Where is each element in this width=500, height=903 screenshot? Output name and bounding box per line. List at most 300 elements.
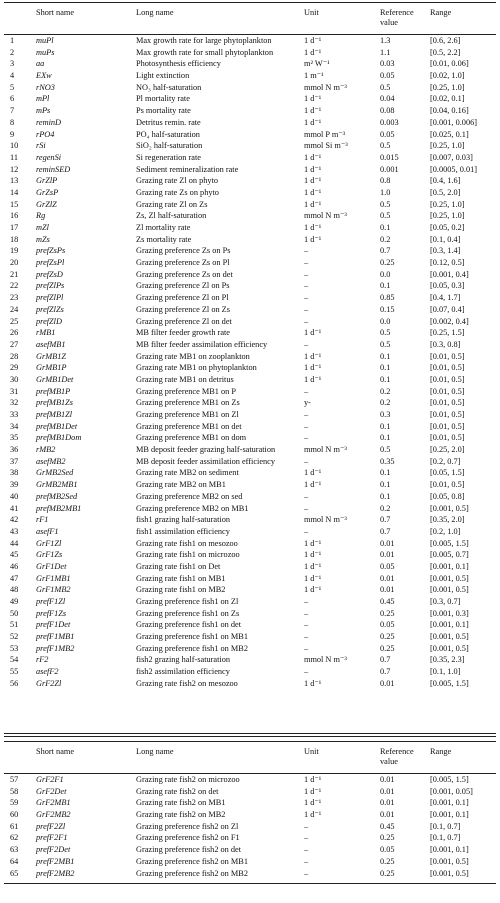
unit-cell: 1 d⁻¹ xyxy=(304,176,322,186)
range-cell: [0.005, 0.7] xyxy=(430,550,469,560)
short-name-cell: GrZlZ xyxy=(36,199,57,209)
short-name-cell: prefF2MB1 xyxy=(36,856,75,866)
unit-cell: mmol N m⁻³ xyxy=(304,515,347,525)
table-row xyxy=(4,774,496,786)
table-row xyxy=(4,643,496,655)
short-name-cell: GrF1Zl xyxy=(36,538,62,548)
long-name-cell: Grazing preference MB1 on det xyxy=(136,421,242,431)
long-name-cell: PO₄ half-saturation xyxy=(136,129,200,139)
short-name-cell: prefF2Det xyxy=(36,845,71,855)
row-number: 2 xyxy=(10,47,15,57)
row-number: 9 xyxy=(10,129,15,139)
reference-value-cell: 0.01 xyxy=(380,585,395,595)
long-name-cell: Grazing preference MB2 on MB1 xyxy=(136,503,249,513)
table-row xyxy=(4,608,496,620)
row-number: 21 xyxy=(10,269,19,279)
short-name-cell: EXw xyxy=(36,71,52,81)
table-row xyxy=(4,584,496,596)
long-name-cell: Detritus remin. rate xyxy=(136,117,201,127)
unit-cell: 1 d⁻¹ xyxy=(304,152,322,162)
unit-cell: – xyxy=(304,833,309,843)
unit-cell: – xyxy=(304,491,309,501)
row-number: 1 xyxy=(10,36,15,45)
range-cell: [0.25, 2.0] xyxy=(430,445,465,455)
row-number: 13 xyxy=(10,176,19,186)
table-row xyxy=(4,327,496,339)
table-row xyxy=(4,93,496,105)
table-row xyxy=(4,561,496,573)
range-cell: [0.1, 0.7] xyxy=(430,833,461,843)
range-cell: [0.04, 0.16] xyxy=(430,106,469,116)
row-number: 48 xyxy=(10,585,19,595)
unit-cell: 1 d⁻¹ xyxy=(304,550,322,560)
short-name-cell: reminD xyxy=(36,117,62,127)
reference-value-cell: 0.35 xyxy=(380,456,395,466)
table-row xyxy=(4,386,496,398)
table-row xyxy=(4,199,496,211)
short-name-cell: prefMB1Dom xyxy=(36,433,82,443)
short-name-cell: reminSED xyxy=(36,164,71,174)
table-row xyxy=(4,234,496,246)
unit-cell: 1 d⁻¹ xyxy=(304,786,322,796)
short-name-cell: GrMB1P xyxy=(36,363,67,373)
long-name-cell: Grazing preference MB2 on sed xyxy=(136,491,243,501)
row-number: 32 xyxy=(10,398,19,408)
reference-value-cell: 0.05 xyxy=(380,620,395,630)
unit-cell: – xyxy=(304,608,309,618)
table2-body xyxy=(4,774,496,879)
unit-cell: mmol Si m⁻³ xyxy=(304,141,348,151)
short-name-cell: GrF2MB1 xyxy=(36,798,71,808)
header-reference-value: Reference value xyxy=(380,8,414,27)
reference-value-cell: 0.5 xyxy=(380,328,391,338)
range-cell: [0.01, 0.5] xyxy=(430,374,465,384)
reference-value-cell: 0.1 xyxy=(380,281,391,291)
unit-cell: – xyxy=(304,386,309,396)
table-row xyxy=(4,374,496,386)
table-row xyxy=(4,786,496,798)
short-name-cell: prefF1Zs xyxy=(36,608,67,618)
range-cell: [0.3, 0.7] xyxy=(430,597,461,606)
table1-bottom-rule xyxy=(4,733,496,734)
table-row xyxy=(4,117,496,129)
short-name-cell: aa xyxy=(36,59,45,69)
unit-cell: 1 d⁻¹ xyxy=(304,223,322,232)
row-number: 29 xyxy=(10,363,19,373)
short-name-cell: prefZlZs xyxy=(36,304,64,314)
table-row xyxy=(4,222,496,234)
table-row xyxy=(4,210,496,222)
reference-value-cell: 0.01 xyxy=(380,538,395,548)
row-number: 27 xyxy=(10,339,19,349)
reference-value-cell: 0.2 xyxy=(380,503,391,513)
range-cell: [0.4, 1.6] xyxy=(430,176,461,186)
short-name-cell: GrF2MB2 xyxy=(36,810,71,820)
table-row xyxy=(4,491,496,503)
reference-value-cell: 0.45 xyxy=(380,597,395,606)
table-row xyxy=(4,619,496,631)
unit-cell: – xyxy=(304,845,309,855)
unit-cell: 1 d⁻¹ xyxy=(304,351,322,361)
long-name-cell: NO₃ half-saturation xyxy=(136,82,202,92)
long-name-cell: Grazing rate fish2 on det xyxy=(136,786,219,796)
short-name-cell: prefF1MB2 xyxy=(36,643,75,653)
short-name-cell: GrZsP xyxy=(36,187,59,197)
short-name-cell: asefMB1 xyxy=(36,339,66,349)
unit-cell: 1 d⁻¹ xyxy=(304,164,322,174)
table-row xyxy=(4,245,496,257)
row-number: 49 xyxy=(10,597,19,606)
long-name-cell: Photosynthesis efficiency xyxy=(136,59,221,69)
short-name-cell: prefMB1Zl xyxy=(36,410,73,419)
row-number: 4 xyxy=(10,71,15,81)
range-cell: [0.05, 0.8] xyxy=(430,491,465,501)
reference-value-cell: 0.1 xyxy=(380,223,391,232)
unit-cell: 1 d⁻¹ xyxy=(304,234,322,244)
long-name-cell: Grazing preference Zs on det xyxy=(136,269,233,279)
short-name-cell: prefZsD xyxy=(36,269,63,279)
long-name-cell: Grazing rate fish1 on microzoo xyxy=(136,550,240,560)
short-name-cell: muPl xyxy=(36,36,54,45)
table-row xyxy=(4,421,496,433)
reference-value-cell: 0.015 xyxy=(380,152,399,162)
range-cell: [0.1, 0.7] xyxy=(430,821,461,831)
long-name-cell: Max growth rate for large phytoplankton xyxy=(136,36,272,45)
table-row xyxy=(4,596,496,608)
table-row xyxy=(4,832,496,844)
table-row xyxy=(4,187,496,199)
long-name-cell: MB deposit feeder assimilation efficiency xyxy=(136,456,276,466)
unit-cell: mmol N m⁻³ xyxy=(304,445,347,455)
short-name-cell: GrF2F1 xyxy=(36,775,64,784)
range-cell: [0.001, 0.5] xyxy=(430,632,469,642)
long-name-cell: fish2 assimilation efficiency xyxy=(136,667,230,677)
row-number: 40 xyxy=(10,491,19,501)
table-row xyxy=(4,35,496,47)
row-number: 28 xyxy=(10,351,19,361)
range-cell: [0.025, 0.1] xyxy=(430,129,469,139)
table2-header-rule xyxy=(4,773,496,774)
range-cell: [0.001, 0.5] xyxy=(430,868,469,878)
range-cell: [0.35, 2.3] xyxy=(430,655,465,665)
short-name-cell: prefMB2MB1 xyxy=(36,503,82,513)
range-cell: [0.01, 0.5] xyxy=(430,351,465,361)
reference-value-cell: 0.1 xyxy=(380,351,391,361)
row-number: 37 xyxy=(10,456,19,466)
row-number: 17 xyxy=(10,223,19,232)
range-cell: [0.001, 0.1] xyxy=(430,620,469,630)
long-name-cell: Grazing preference fish2 on Zl xyxy=(136,821,239,831)
unit-cell: – xyxy=(304,868,309,878)
long-name-cell: Grazing rate fish1 on Det xyxy=(136,561,221,571)
reference-value-cell: 0.7 xyxy=(380,655,391,665)
unit-cell: – xyxy=(304,293,309,303)
table-row xyxy=(4,152,496,164)
short-name-cell: GrMB2MB1 xyxy=(36,480,78,490)
short-name-cell: prefMB1Det xyxy=(36,421,78,431)
short-name-cell: rNO3 xyxy=(36,82,55,92)
short-name-cell: prefZlPs xyxy=(36,281,65,291)
unit-cell: 1 d⁻¹ xyxy=(304,810,322,820)
short-name-cell: asefF1 xyxy=(36,526,59,536)
row-number: 53 xyxy=(10,643,19,653)
short-name-cell: mPl xyxy=(36,94,50,104)
header-reference-value: Reference value xyxy=(380,747,414,766)
long-name-cell: Grazing preference fish2 on MB2 xyxy=(136,868,248,878)
unit-cell: – xyxy=(304,421,309,431)
reference-value-cell: 0.7 xyxy=(380,515,391,525)
range-cell: [0.002, 0.4] xyxy=(430,316,469,326)
unit-cell: – xyxy=(304,456,309,466)
range-cell: [0.01, 0.06] xyxy=(430,59,469,69)
short-name-cell: prefMB1P xyxy=(36,386,71,396)
short-name-cell: GrZlP xyxy=(36,176,58,186)
reference-value-cell: 0.8 xyxy=(380,176,391,186)
row-number: 38 xyxy=(10,468,19,478)
table1-header-rule xyxy=(4,34,496,35)
row-number: 39 xyxy=(10,480,19,490)
long-name-cell: Grazing preference MB1 on Zl xyxy=(136,410,239,419)
row-number: 14 xyxy=(10,187,19,197)
range-cell: [0.25, 1.0] xyxy=(430,199,465,209)
short-name-cell: prefZsPs xyxy=(36,246,66,256)
range-cell: [0.01, 0.5] xyxy=(430,410,465,419)
long-name-cell: Grazing rate fish2 on mesozoo xyxy=(136,678,238,688)
long-name-cell: Grazing preference Zl on Pl xyxy=(136,293,229,303)
long-name-cell: Grazing preference fish1 on det xyxy=(136,620,242,630)
row-number: 35 xyxy=(10,433,19,443)
range-cell: [0.005, 1.5] xyxy=(430,775,469,784)
short-name-cell: mZl xyxy=(36,223,49,232)
reference-value-cell: 0.1 xyxy=(380,491,391,501)
range-cell: [0.05, 1.5] xyxy=(430,468,465,478)
long-name-cell: Grazing preference Zs on Ps xyxy=(136,246,231,256)
table-row xyxy=(4,280,496,292)
short-name-cell: GrF1MB1 xyxy=(36,573,71,583)
unit-cell: – xyxy=(304,667,309,677)
table-row xyxy=(4,503,496,515)
row-number: 23 xyxy=(10,293,19,303)
row-number: 50 xyxy=(10,608,19,618)
unit-cell: – xyxy=(304,526,309,536)
range-cell: [0.25, 1.0] xyxy=(430,82,465,92)
long-name-cell: Grazing rate fish2 on MB1 xyxy=(136,798,226,808)
table-row xyxy=(4,678,496,690)
range-cell: [0.005, 1.5] xyxy=(430,678,469,688)
unit-cell: 1 d⁻¹ xyxy=(304,480,322,490)
table-row xyxy=(4,70,496,82)
table-row xyxy=(4,409,496,421)
unit-cell: y- xyxy=(304,398,311,408)
short-name-cell: regenSi xyxy=(36,152,62,162)
short-name-cell: GrF2Det xyxy=(36,786,67,796)
table-row xyxy=(4,257,496,269)
range-cell: [0.001, 0.1] xyxy=(430,810,469,820)
reference-value-cell: 1.3 xyxy=(380,36,391,45)
table-row xyxy=(4,432,496,444)
header-short-name: Short name xyxy=(36,747,75,756)
reference-value-cell: 0.01 xyxy=(380,775,395,784)
range-cell: [0.35, 2.0] xyxy=(430,515,465,525)
row-number: 41 xyxy=(10,503,19,513)
range-cell: [0.3, 1.4] xyxy=(430,246,461,256)
short-name-cell: GrMB2Sed xyxy=(36,468,74,478)
reference-value-cell: 0.1 xyxy=(380,468,391,478)
long-name-cell: Grazing rate Zl on Zs xyxy=(136,199,208,209)
reference-value-cell: 1.0 xyxy=(380,187,391,197)
reference-value-cell: 0.1 xyxy=(380,421,391,431)
long-name-cell: Grazing rate MB1 on phytoplankton xyxy=(136,363,257,373)
reference-value-cell: 0.1 xyxy=(380,374,391,384)
range-cell: [0.05, 0.2] xyxy=(430,223,465,232)
row-number: 52 xyxy=(10,632,19,642)
reference-value-cell: 0.003 xyxy=(380,117,399,127)
short-name-cell: asefMB2 xyxy=(36,456,66,466)
table-row xyxy=(4,821,496,833)
range-cell: [0.5, 2.0] xyxy=(430,187,461,197)
header-unit: Unit xyxy=(304,8,319,17)
row-number: 30 xyxy=(10,374,19,384)
unit-cell: 1 d⁻¹ xyxy=(304,199,322,209)
short-name-cell: GrF1Det xyxy=(36,561,67,571)
short-name-cell: mPs xyxy=(36,106,51,116)
row-number: 42 xyxy=(10,515,19,525)
reference-value-cell: 1.1 xyxy=(380,47,391,57)
row-number: 46 xyxy=(10,561,19,571)
long-name-cell: MB filter feeder assimilation efficiency xyxy=(136,339,268,349)
unit-cell: mmol N m⁻³ xyxy=(304,82,347,92)
long-name-cell: Si regeneration rate xyxy=(136,152,201,162)
row-number: 11 xyxy=(10,152,18,162)
short-name-cell: GrMB1Det xyxy=(36,374,74,384)
table-row xyxy=(4,797,496,809)
header-range: Range xyxy=(430,8,452,17)
row-number: 56 xyxy=(10,678,19,688)
reference-value-cell: 0.01 xyxy=(380,798,395,808)
range-cell: [0.1, 0.4] xyxy=(430,234,461,244)
short-name-cell: prefF2F1 xyxy=(36,833,68,843)
long-name-cell: fish1 assimilation efficiency xyxy=(136,526,230,536)
header-unit: Unit xyxy=(304,747,319,756)
table-row xyxy=(4,844,496,856)
reference-value-cell: 0.25 xyxy=(380,856,395,866)
reference-value-cell: 0.15 xyxy=(380,304,395,314)
range-cell: [0.07, 0.4] xyxy=(430,304,465,314)
row-number: 58 xyxy=(10,786,19,796)
table-row xyxy=(4,573,496,585)
range-cell: [0.25, 1.0] xyxy=(430,211,465,221)
reference-value-cell: 0.01 xyxy=(380,810,395,820)
range-cell: [0.001, 0.006] xyxy=(430,117,478,127)
header-short-name: Short name xyxy=(36,8,75,17)
table-row xyxy=(4,105,496,117)
long-name-cell: Light extinction xyxy=(136,71,190,81)
unit-cell: 1 d⁻¹ xyxy=(304,585,322,595)
row-number: 51 xyxy=(10,620,19,630)
row-number: 24 xyxy=(10,304,19,314)
range-cell: [0.01, 0.5] xyxy=(430,386,465,396)
reference-value-cell: 0.5 xyxy=(380,141,391,151)
long-name-cell: Grazing rate fish1 on mesozoo xyxy=(136,538,238,548)
long-name-cell: Sediment remineralization rate xyxy=(136,164,239,174)
long-name-cell: Zs mortality rate xyxy=(136,234,192,244)
unit-cell: 1 d⁻¹ xyxy=(304,106,322,116)
header-long-name: Long name xyxy=(136,747,174,756)
long-name-cell: Grazing rate MB2 on sediment xyxy=(136,468,239,478)
reference-value-cell: 0.7 xyxy=(380,246,391,256)
reference-value-cell: 0.5 xyxy=(380,445,391,455)
range-cell: [0.001, 0.5] xyxy=(430,856,469,866)
reference-value-cell: 0.1 xyxy=(380,363,391,373)
unit-cell: – xyxy=(304,503,309,513)
unit-cell: mmol N m⁻³ xyxy=(304,211,347,221)
reference-value-cell: 0.5 xyxy=(380,211,391,221)
row-number: 45 xyxy=(10,550,19,560)
table-row xyxy=(4,140,496,152)
table-row xyxy=(4,316,496,328)
row-number: 31 xyxy=(10,386,19,396)
reference-value-cell: 0.1 xyxy=(380,480,391,490)
range-cell: [0.12, 0.5] xyxy=(430,258,465,268)
row-number: 19 xyxy=(10,246,19,256)
reference-value-cell: 0.01 xyxy=(380,573,395,583)
reference-value-cell: 0.2 xyxy=(380,398,391,408)
range-cell: [0.005, 1.5] xyxy=(430,538,469,548)
unit-cell: – xyxy=(304,620,309,630)
table-row xyxy=(4,467,496,479)
row-number: 16 xyxy=(10,211,19,221)
row-number: 5 xyxy=(10,82,15,92)
table-row xyxy=(4,129,496,141)
unit-cell: 1 d⁻¹ xyxy=(304,561,322,571)
table-row xyxy=(4,666,496,678)
range-cell: [0.2, 0.7] xyxy=(430,456,461,466)
row-number: 62 xyxy=(10,833,19,843)
short-name-cell: rSi xyxy=(36,141,46,151)
table2-header xyxy=(4,741,496,773)
short-name-cell: GrMB1Z xyxy=(36,351,66,361)
range-cell: [0.01, 0.5] xyxy=(430,398,465,408)
reference-value-cell: 0.01 xyxy=(380,678,395,688)
reference-value-cell: 0.25 xyxy=(380,868,395,878)
unit-cell: – xyxy=(304,281,309,291)
table-row xyxy=(4,175,496,187)
long-name-cell: Grazing preference fish1 on MB2 xyxy=(136,643,248,653)
unit-cell: m² W⁻¹ xyxy=(304,59,330,69)
table-row xyxy=(4,339,496,351)
long-name-cell: Grazing rate fish1 on MB2 xyxy=(136,585,226,595)
row-number: 59 xyxy=(10,798,19,808)
table-row xyxy=(4,362,496,374)
table-row xyxy=(4,868,496,880)
reference-value-cell: 0.25 xyxy=(380,643,395,653)
unit-cell: 1 m⁻¹ xyxy=(304,71,324,81)
range-cell: [0.001, 0.4] xyxy=(430,269,469,279)
range-cell: [0.01, 0.5] xyxy=(430,363,465,373)
table1-body xyxy=(4,35,496,690)
row-number: 43 xyxy=(10,526,19,536)
long-name-cell: Grazing preference Zs on Pl xyxy=(136,258,230,268)
unit-cell: 1 d⁻¹ xyxy=(304,187,322,197)
long-name-cell: Grazing preference fish2 on det xyxy=(136,845,242,855)
range-cell: [0.001, 0.1] xyxy=(430,561,469,571)
reference-value-cell: 0.7 xyxy=(380,526,391,536)
reference-value-cell: 0.001 xyxy=(380,164,399,174)
range-cell: [0.001, 0.5] xyxy=(430,503,469,513)
long-name-cell: Grazing preference fish1 on MB1 xyxy=(136,632,248,642)
long-name-cell: Grazing preference Zl on det xyxy=(136,316,232,326)
range-cell: [0.3, 0.8] xyxy=(430,339,461,349)
